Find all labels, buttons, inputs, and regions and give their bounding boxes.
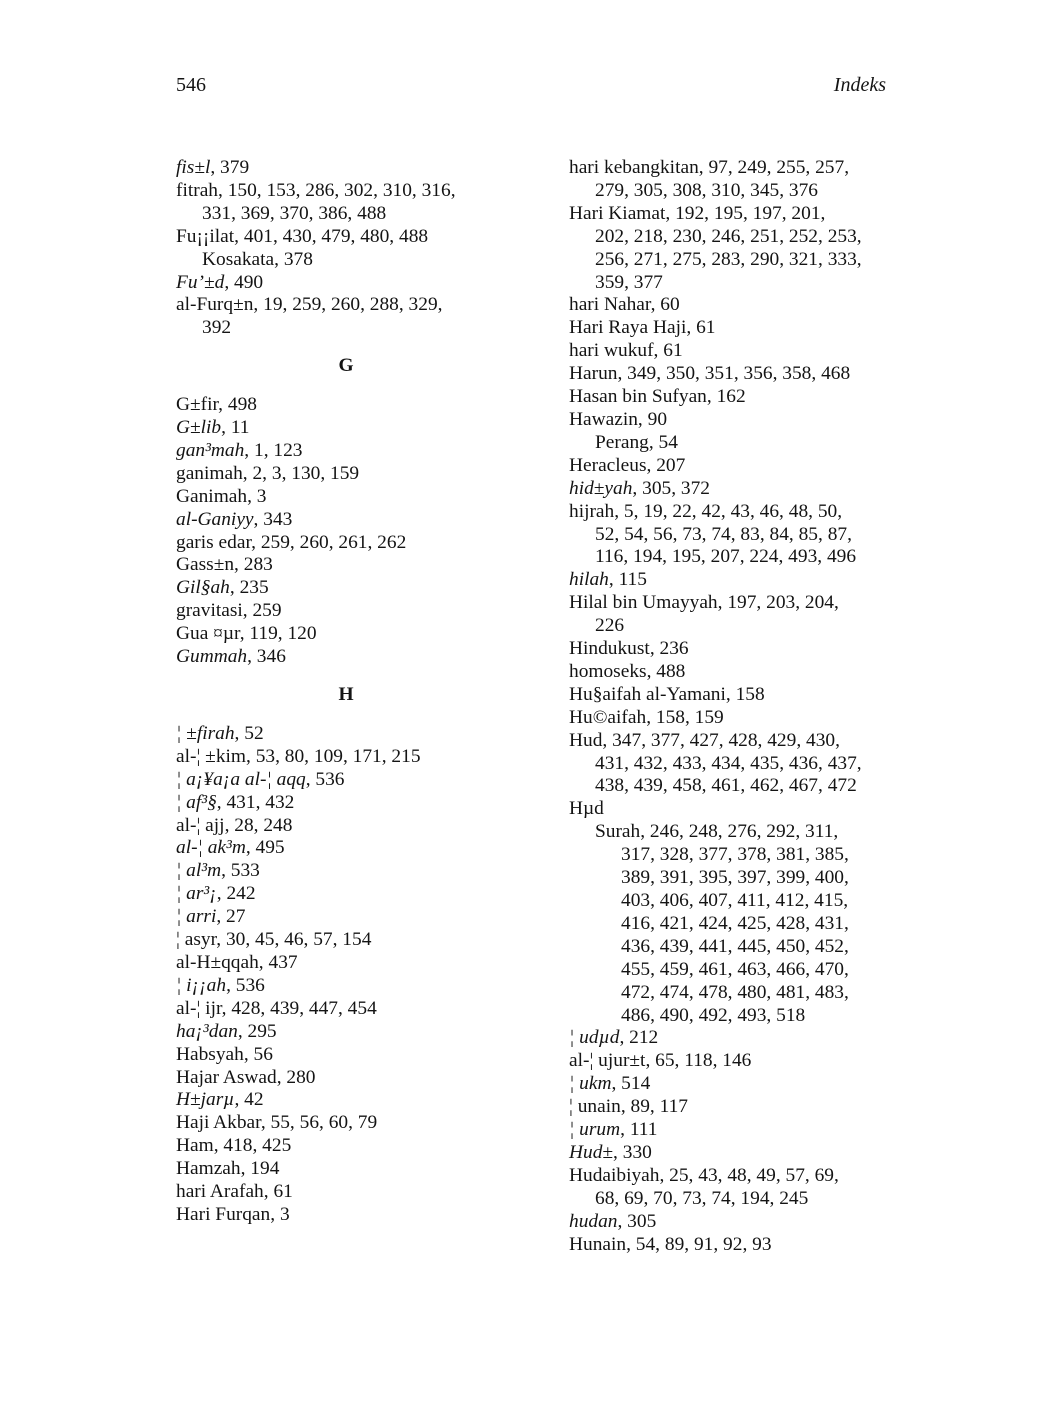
index-page-refs: , 53, 80, 109, 171, 215 [246,745,421,767]
index-entry [569,455,909,478]
index-entry [176,226,516,249]
index-entry [569,409,909,432]
index-entry [176,998,516,1021]
index-page-refs: , 488 [646,660,686,682]
index-entry [176,1181,516,1204]
index-term: gravitasi [176,600,243,622]
index-term: Hud± [569,1141,614,1163]
index-term: hudan [569,1210,618,1232]
index-term: ¦ unain [569,1096,621,1118]
index-page-refs: , 27 [216,906,246,928]
index-subentry-continuation: 486, 490, 492, 493, 518 [621,1004,806,1026]
index-term: G±lib [176,417,222,439]
index-entry [176,463,516,486]
index-page-refs: , 498 [218,394,257,416]
index-subentry-continuation: 403, 406, 407, 411, 412, 415, [621,890,849,911]
index-page-refs: , 55, 56, 60, 79 [260,1112,378,1134]
index-page-refs: , 235 [229,577,269,599]
running-head: Indeks [833,74,886,96]
index-page-refs: , 533 [221,860,260,882]
index-term: ¦ al³m [176,860,222,882]
index-entry [176,180,516,203]
index-page-refs: , 1, 123 [244,439,303,461]
index-page-refs: , 431, 432 [216,791,295,813]
index-entry-continuation: 279, 305, 308, 310, 345, 376 [595,179,818,201]
index-entry-continuation: 331, 369, 370, 386, 488 [202,202,387,224]
index-page-refs: , 97, 249, 255, 257, [698,157,850,178]
index-entry [176,1135,516,1158]
index-entry [176,600,516,623]
index-entry [569,157,909,180]
index-term: fis±l [176,157,211,178]
index-page-refs: , 115 [608,569,647,591]
index-entry [176,1204,516,1227]
index-term: al-H±qqah [176,951,259,973]
index-page-refs: , 30, 45, 46, 57, 154 [216,929,372,951]
index-term: Hu§aifah al-Yamani [569,683,726,705]
index-page-refs: , 119, 120 [239,623,317,645]
index-entry [569,638,909,661]
index-term: hijrah [569,500,615,522]
index-entry [176,837,516,860]
index-entry [569,798,909,821]
index-entry-continuation: 256, 271, 275, 283, 290, 321, 333, [595,248,862,270]
index-entry [569,1073,909,1096]
index-page-refs: , 3 [247,485,267,507]
index-column-right [569,157,909,1257]
index-entry [569,1234,909,1257]
index-page-refs: , 259 [242,600,282,622]
index-page-refs: , 536 [226,974,265,996]
index-term: ha¡³dan [176,1020,238,1042]
index-entry [569,1165,909,1188]
index-term: ganimah [176,462,243,484]
index-page-refs: , 194 [240,1158,280,1180]
index-page-refs: , 236 [649,638,689,660]
index-entry [569,363,909,386]
index-entry [569,1050,909,1073]
index-term: hari Nahar [569,294,651,316]
index-subentry-continuation: 472, 474, 478, 480, 481, 483, [621,981,849,1003]
index-entry-continuation: 431, 432, 433, 434, 435, 436, 437, [595,752,862,774]
index-entry-continuation: 392 [202,317,232,339]
index-page-refs: , 428, 439, 447, 454 [221,997,377,1019]
index-page-refs: , 65, 118, 146 [645,1050,752,1072]
index-page-refs: , 158, 159 [646,706,724,728]
index-term: ¦ ±firah [176,722,235,744]
index-entry [569,707,909,730]
index-term: Fu¡¡ilat [176,225,235,247]
index-term: al-¦ ±kim [176,745,246,767]
index-page-refs: , 490 [224,271,264,293]
index-entry-continuation: 202, 218, 230, 246, 251, 252, 253, [595,225,862,247]
index-term: Heracleus [569,454,647,476]
index-entry [176,815,516,838]
index-page-refs: , 330 [613,1141,652,1163]
section-letter-heading: G [338,355,354,377]
index-entry [569,317,909,340]
index-term: ¦ ar³¡ [176,883,217,905]
index-entry-continuation: 359, 377 [595,271,663,293]
page-number: 546 [176,74,206,96]
index-entry-continuation: 226 [595,615,625,637]
index-page-refs: , 401, 430, 479, 480, 488 [234,225,429,247]
index-term: G±fir [176,394,219,416]
index-entry [569,730,909,753]
index-entry [569,592,909,615]
index-page-refs: , 19, 259, 260, 288, 329, [253,294,443,316]
index-page-refs: , 212 [619,1027,659,1049]
index-entry [176,975,516,998]
index-page-refs: , 111 [620,1119,658,1141]
index-subentry-continuation: 455, 459, 461, 463, 466, 470, [621,958,849,980]
index-entry [176,509,516,532]
index-term: Hudaibiyah [569,1164,660,1186]
index-entry [569,501,909,524]
index-term: Hari Raya Haji [569,317,687,339]
index-term: Harun [569,363,618,385]
index-entry [569,1119,909,1142]
index-entry [569,386,909,409]
index-term: Haji Akbar [176,1112,261,1134]
index-entry-continuation: 438, 439, 458, 461, 462, 467, 472 [595,775,857,797]
index-term: hari wukuf [569,340,654,362]
index-column-left [176,157,516,1227]
index-page-refs: , 61 [686,317,716,339]
index-page-refs: , 42 [234,1089,264,1111]
index-term: hari kebangkitan [569,157,699,178]
index-page-refs: , 61 [263,1181,293,1203]
index-entry [569,1096,909,1119]
index-term: garis edar [176,531,252,553]
index-entry [176,929,516,952]
index-term: Hajar Aswad [176,1066,277,1088]
index-subentry-continuation: 436, 439, 441, 445, 450, 452, [621,935,849,957]
index-subentry: Kosakata, 378 [202,248,313,270]
index-page-refs: , 495 [245,837,285,859]
index-entry [176,417,516,440]
index-entry [176,860,516,883]
index-entry [176,1158,516,1181]
index-page-refs: , 192, 195, 197, 201, [665,202,826,224]
index-subentry-continuation: 317, 328, 377, 378, 381, 385, [621,844,849,866]
section-letter-heading: H [338,684,354,706]
index-term: ¦ af³§ [176,791,217,813]
index-entry [176,723,516,746]
index-term: H±jarµ [176,1089,235,1111]
index-entry [176,1067,516,1090]
index-term: al-¦ ujur±t [569,1050,646,1072]
index-entry [176,746,516,769]
index-term: Hilal bin Umayyah [569,592,718,614]
index-entry [569,340,909,363]
index-term: Hari Kiamat [569,202,666,224]
index-entry [176,883,516,906]
index-entry [569,203,909,226]
index-term: Hindukust [569,638,650,660]
index-entry [176,486,516,509]
index-term: ¦ ukm [569,1073,612,1095]
index-entry [176,1021,516,1044]
index-entry [569,684,909,707]
index-page-refs: , 280 [276,1066,316,1088]
index-term: Hµd [569,798,604,820]
index-page-refs: , 349, 350, 351, 356, 358, 468 [617,363,851,385]
index-page-refs: , 305, 372 [632,477,710,499]
index-entry [176,532,516,555]
index-page-refs: , 90 [637,408,668,430]
index-term: Gil§ah [176,577,230,599]
index-term: hari Arafah [176,1181,264,1203]
index-term: ¦ i¡¡ah [176,974,227,996]
index-page-refs: , 28, 248 [224,814,293,836]
index-page-refs: , 5, 19, 22, 42, 43, 46, 48, 50, [614,500,843,522]
index-term: ¦ a¡¥a¡a al-¦ aqq [176,768,306,790]
index-term: Gummah [176,646,248,668]
index-entry [176,394,516,417]
index-page-refs: , 158 [725,683,765,705]
index-page-refs: , 418, 425 [213,1135,292,1157]
index-page-refs: , 197, 203, 204, [717,592,839,614]
index-entry-continuation: 116, 194, 195, 207, 224, 493, 496 [595,546,857,568]
index-entry [176,554,516,577]
index-page-refs: , 343 [253,508,293,530]
index-page-refs: , 56 [243,1043,273,1065]
index-entry [176,440,516,463]
index-page-refs: , 3 [270,1203,290,1225]
index-term: Hawazin [569,408,638,430]
index-term: hid±yah [569,477,633,499]
index-term: ¦ asyr [176,929,217,951]
index-entry-continuation: 52, 54, 56, 73, 74, 83, 84, 85, 87, [595,523,852,545]
index-entry [176,157,516,180]
index-term: homoseks [569,660,647,682]
index-term: al-Furq±n [176,294,254,316]
index-entry [176,769,516,792]
index-entry [569,1027,909,1050]
index-entry [176,1044,516,1067]
index-entry [569,294,909,317]
index-page-refs: , 295 [237,1020,277,1042]
index-page-refs: , 259, 260, 261, 262 [251,531,407,553]
index-entry [176,792,516,815]
index-subentry: Surah, 246, 248, 276, 292, 311, [595,821,839,843]
index-page-refs: , 346 [247,646,286,668]
index-entry [569,661,909,684]
index-entry-continuation: 68, 69, 70, 73, 74, 194, 245 [595,1187,809,1209]
index-subentry: Perang, 54 [595,431,678,453]
index-entry [176,646,516,669]
index-term: Ham [176,1135,214,1157]
index-term: al-¦ ajj [176,814,225,836]
index-page-refs: , 150, 153, 286, 302, 310, 316, [218,179,456,201]
index-term: Hud [569,729,603,751]
index-page-refs: , 60 [650,294,680,316]
index-term: Habsyah [176,1043,244,1065]
index-entry [569,1211,909,1234]
index-page-refs: , 437 [258,951,298,973]
index-term: Hu©aifah [569,706,647,728]
index-page-refs: , 162 [706,386,746,408]
index-entry [569,478,909,501]
index-term: ¦ udµd [569,1027,620,1049]
index-term: al-¦ ijr [176,997,222,1019]
index-entry [176,272,516,295]
index-page-refs: , 347, 377, 427, 428, 429, 430, [602,729,840,751]
index-subentry-continuation: 416, 421, 424, 425, 428, 431, [621,912,849,934]
index-page-refs: , 25, 43, 48, 49, 57, 69, [659,1164,839,1186]
index-entry [569,1142,909,1165]
index-entry [176,294,516,317]
index-term: Ganimah [176,485,248,507]
index-page-refs: , 379 [210,157,250,178]
index-term: Hasan bin Sufyan [569,386,707,408]
index-term: Hari Furqan [176,1203,271,1225]
index-entry [176,1112,516,1135]
index-term: hilah [569,569,609,591]
index-term: ¦ urum [569,1119,621,1141]
index-entry [176,952,516,975]
index-subentry-continuation: 389, 391, 395, 397, 399, 400, [621,867,849,889]
index-term: gan³mah [176,439,245,461]
index-term: Gass±n [176,554,235,576]
index-term: al-¦ ak³m [176,837,246,859]
index-term: Gua ¤µr [176,623,240,645]
index-entry [176,906,516,929]
index-entry [176,1089,516,1112]
index-page-refs: , 52 [234,722,264,744]
index-entry [176,577,516,600]
index-page-refs: , 242 [216,883,256,905]
index-page-refs: , 536 [305,768,345,790]
index-page-refs: , 2, 3, 130, 159 [242,462,360,484]
index-term: ¦ arri [176,906,217,928]
index-page-refs: , 305 [617,1210,657,1232]
index-entry [176,623,516,646]
index-page-refs: , 61 [653,340,683,362]
index-page-refs: , 207 [646,454,686,476]
index-entry [569,569,909,592]
index-term: Fu’±d [176,271,225,293]
index-page-refs: , 514 [611,1073,651,1095]
index-page-refs: , 89, 117 [620,1096,688,1118]
index-page-refs: , 54, 89, 91, 92, 93 [626,1233,772,1255]
index-term: Hamzah [176,1158,241,1180]
index-term: al-Ganiyy [176,508,254,530]
index-term: Hunain [569,1233,627,1255]
index-page-refs: , 283 [234,554,273,576]
index-page-refs: , 11 [221,417,250,439]
index-term: fitrah [176,179,218,201]
